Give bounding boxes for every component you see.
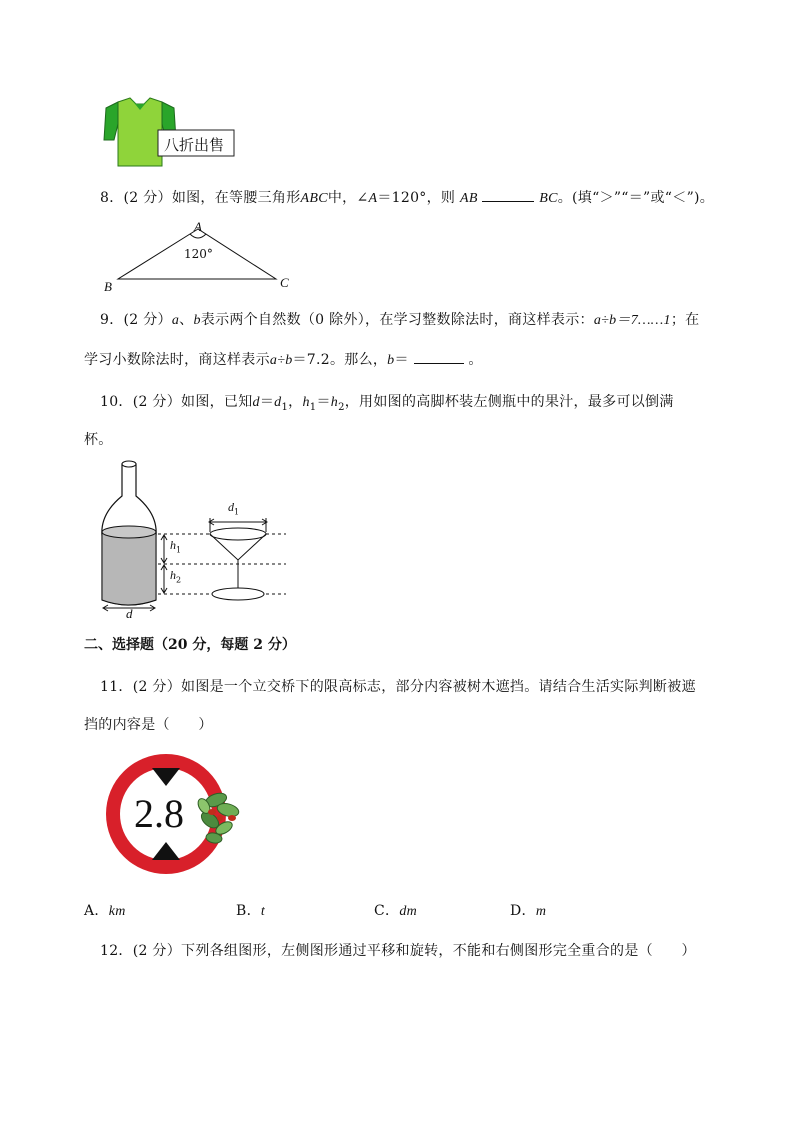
question-10-line2: 杯。 — [84, 432, 113, 448]
q10-h2: h — [330, 395, 339, 410]
bottle-h1-label — [170, 538, 181, 554]
section-2-title: 二、选择题（20 分，每题 2 分） — [84, 637, 296, 653]
goblet-d1-label — [228, 500, 239, 516]
shirt-illustration — [100, 94, 240, 170]
q10-eq1: ＝ — [259, 394, 275, 410]
triangle-label-a: A — [194, 219, 202, 234]
option-c[interactable] — [374, 900, 417, 920]
q10-d1: d — [274, 395, 282, 410]
q9-answer-blank[interactable] — [414, 363, 464, 364]
option-a-label: A． — [84, 903, 109, 919]
option-d-label: D． — [510, 903, 536, 919]
question-10-line1 — [100, 391, 674, 413]
q8-abc: ABC — [300, 191, 328, 206]
q8-bc: BC — [539, 191, 558, 206]
fig-d1-sub: 1 — [234, 507, 240, 517]
q10-prefix: 10．(2 分）如图，已知 — [100, 394, 253, 410]
q10-h1: h — [302, 395, 310, 410]
q8-answer-blank[interactable] — [482, 201, 534, 202]
triangle-label-c: C — [280, 275, 289, 290]
question-11-line2: 挡的内容是（ ） — [84, 717, 213, 733]
shirt-tag-label: 八折出售 — [164, 137, 225, 154]
q8-mid: 中，∠ — [327, 190, 369, 206]
q9-suffix1: ；在 — [670, 312, 700, 328]
q9-expr2: a÷b — [269, 353, 293, 368]
option-b-value: t — [260, 904, 266, 919]
q10-h2-sub: 2 — [338, 401, 345, 413]
question-9-line2 — [84, 349, 483, 369]
option-d-value: m — [535, 904, 547, 919]
option-c-value: dm — [399, 904, 418, 919]
option-d[interactable] — [510, 900, 546, 920]
q9-expr1: a÷b＝7……1 — [593, 313, 671, 328]
bottle-juice — [102, 527, 156, 605]
bottle-cap — [122, 461, 136, 467]
q9-b: b — [193, 313, 201, 328]
fig-h1: h — [170, 538, 176, 552]
q9-line2-mid: ＝7.2。那么， — [292, 352, 388, 368]
q9-line2-suffix: 。 — [468, 352, 483, 368]
q8-suffix: 。(填“＞”“＝”或“＜”)。 — [557, 190, 715, 206]
q10-d1-sub: 1 — [281, 401, 289, 413]
option-c-label: C． — [374, 903, 400, 919]
bottle-h2-label — [170, 568, 181, 584]
q8-deg: ＝120°，则 — [377, 190, 456, 206]
question-9-line1 — [100, 309, 699, 329]
triangle-label-b: B — [104, 279, 112, 294]
triangle-angle-label: 120° — [184, 247, 213, 261]
q9-prefix: 9．(2 分） — [100, 312, 172, 328]
q8-ab: AB — [459, 191, 478, 206]
sign-value: 2.8 — [134, 791, 184, 836]
q9-b2: b — [387, 353, 395, 368]
q10-h1-sub: 1 — [309, 401, 317, 413]
shirt-left-sleeve — [104, 102, 118, 140]
fig-h2: h — [170, 568, 176, 582]
q10-comma: ， — [288, 394, 303, 410]
question-8 — [100, 187, 714, 207]
option-a-value: km — [108, 904, 126, 919]
q8-a: A — [368, 191, 378, 206]
q10-d: d — [252, 395, 260, 410]
q10-suffix: ，用如图的高脚杯装左侧瓶中的果汁，最多可以倒满 — [344, 394, 674, 410]
bottle-d-label: d — [126, 606, 133, 621]
bottle-goblet-figure — [96, 456, 296, 626]
option-a[interactable] — [84, 900, 126, 920]
fig-d1: d — [228, 500, 234, 514]
q10-eq2: ＝ — [316, 394, 331, 410]
q9-eq: ＝ — [394, 352, 409, 368]
question-12: 12．(2 分）下列各组图形，左侧图形通过平移和旋转，不能和右侧图形完全重合的是（ ） — [100, 943, 696, 959]
option-b[interactable] — [236, 900, 265, 920]
q9-a: a — [171, 313, 180, 328]
q9-line2-prefix: 学习小数除法时，商这样表示 — [84, 352, 270, 368]
fig-h2-sub: 2 — [176, 575, 182, 585]
q9-sep: 、 — [179, 312, 194, 328]
option-b-label: B． — [236, 903, 261, 919]
q9-mid: 表示两个自然数（0 除外），在学习整数除法时，商这样表示： — [200, 312, 594, 328]
fig-h1-sub: 1 — [176, 545, 182, 555]
q8-prefix: 8．(2 分）如图，在等腰三角形 — [100, 190, 301, 206]
question-11-line1: 11．(2 分）如图是一个立交桥下的限高标志，部分内容被树木遮挡。请结合生活实际判断被遮 — [100, 679, 696, 695]
